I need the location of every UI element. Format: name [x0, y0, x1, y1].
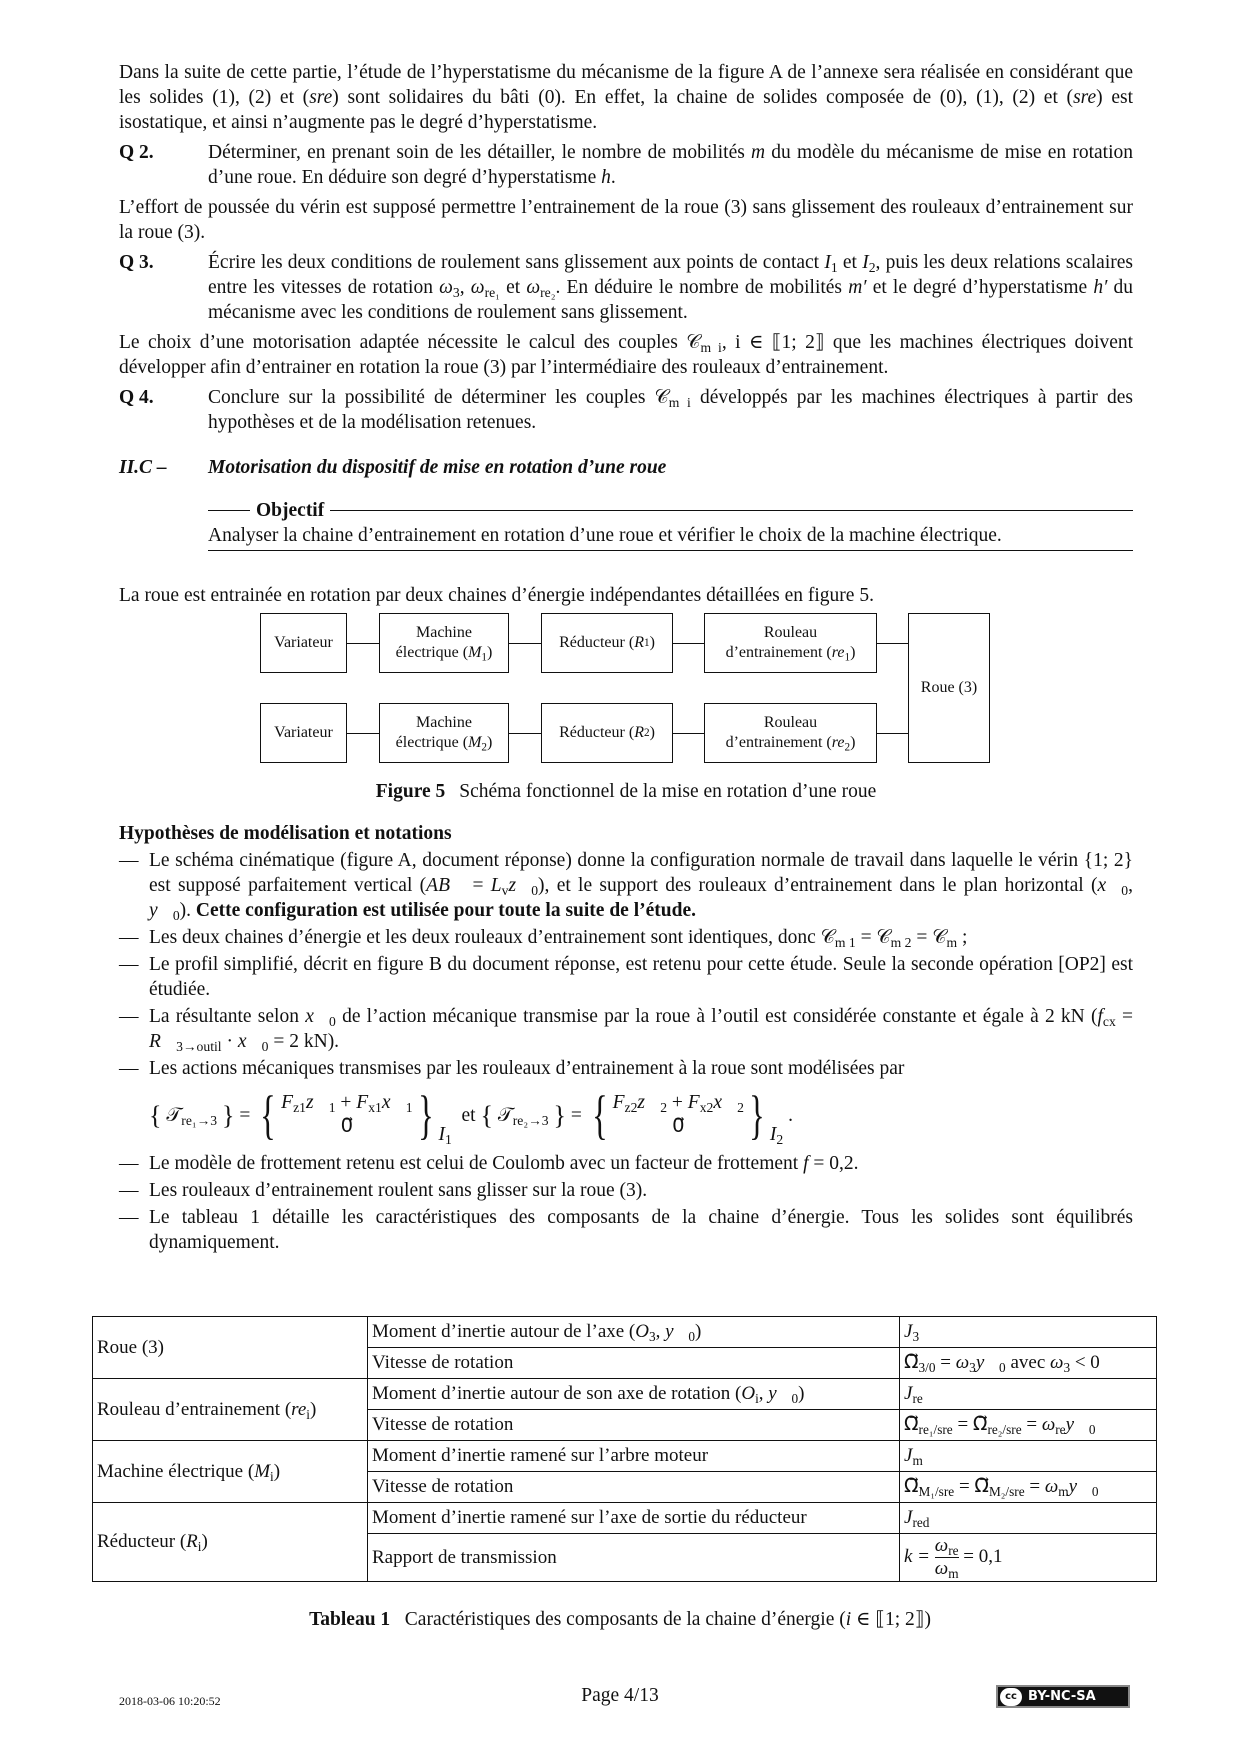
- table-label: Tableau 1: [309, 1609, 391, 1630]
- block-roue: Roue (3): [908, 613, 990, 763]
- list-item: [119, 1205, 1133, 1255]
- hypotheses-list: [119, 848, 1133, 1081]
- list-item-text: La résultante selon $x⃗_0$ de l’action mécanique transmise par la roue à l’outil est considérée constante et égale à 2 kN ($f_{cx}$ = $R⃗_{3\to outil}$ · $x⃗_0 = 2$ kN).: [149, 1006, 1133, 1055]
- list-item: [119, 848, 1133, 923]
- block-reducteur-1: Réducteur ( R 1 ): [541, 613, 673, 673]
- torsor-1-name: 𝒯$_{re_1\to 3}$: [166, 1104, 218, 1128]
- component-cell: Réducteur $(R_i)$: [93, 1503, 368, 1582]
- document-page: [119, 60, 1133, 1255]
- question-4: [119, 385, 1133, 435]
- table-row: [93, 1503, 1157, 1534]
- figure-label: Figure 5: [375, 781, 446, 802]
- block-variateur-1: Variateur: [260, 613, 347, 673]
- link: [877, 733, 908, 734]
- property-cell: Vitesse de rotation: [368, 1410, 900, 1441]
- section-heading: [119, 455, 1133, 480]
- dash-bullet: —: [119, 927, 139, 948]
- objective-title: Objectif: [256, 500, 325, 521]
- table-row: [93, 1379, 1157, 1410]
- property-cell: Moment d’inertie autour de son axe de rotation ($O_i$, $y⃗_0$): [368, 1379, 900, 1410]
- list-item-text: Le modèle de frottement retenu est celui de Coulomb avec un facteur de frottement f = 0,2.: [149, 1153, 859, 1174]
- property-cell: Moment d’inertie autour de l’axe ($O_3$, $y⃗_0$): [368, 1317, 900, 1348]
- figure-caption: [119, 779, 1133, 804]
- block-rouleau-2: Rouleau d’entrainement $(re_2)$: [704, 703, 877, 763]
- page-number: Page 4/13: [581, 1685, 659, 1706]
- component-cell: Roue (3): [93, 1317, 368, 1379]
- objective-box: [208, 498, 1133, 551]
- dash-bullet: —: [119, 1207, 139, 1228]
- question-label: Q 3.: [119, 252, 154, 273]
- value-cell: [900, 1534, 1157, 1582]
- value-cell: $\Omega⃗_{M_1/sre}$ = $\Omega⃗_{M_2/sre}$ = $\omega_my⃗_0$: [900, 1472, 1157, 1503]
- dash-bullet: —: [119, 954, 139, 975]
- list-item-text: Les actions mécaniques transmises par les rouleaux d’entrainement à la roue sont modélisées par: [149, 1058, 905, 1079]
- link: [877, 643, 908, 644]
- component-cell: Rouleau d’entrainement $(re_i)$: [93, 1379, 368, 1441]
- torsor-1-resultant: $F_{z1}z⃗_1$ + $F_{x1}x⃗_1$: [281, 1092, 413, 1116]
- figure-5-diagram: [119, 613, 1133, 765]
- value-cell: $\Omega⃗_{re_1/sre}$ = $\Omega⃗_{re_2/sre}$ = $\omega_{re}y⃗_0$: [900, 1410, 1157, 1441]
- list-item-text: Les rouleaux d’entrainement roulent sans glisser sur la roue (3).: [149, 1180, 648, 1201]
- torsor-equation: { 𝒯$_{re_1\to 3}$ } = { $F_{z1}z⃗_1$ + $F_{x1}x⃗_1$ 0⃗ } $I_1$ et { 𝒯$_{re_2\to 3}$ } = { $F_{z2}z⃗_2$ + $F_{x2}x⃗_2$ 0⃗ } $I_2$ .: [149, 1085, 793, 1148]
- value-cell: $J_{re}$: [900, 1379, 1157, 1410]
- list-item-text: Le profil simplifié, décrit en figure B du document réponse, est retenu pour cette étude. Seule la seconde opération [OP2] est étudiée.: [149, 954, 1133, 1000]
- paragraph: Le choix d’une motorisation adaptée nécessite le calcul des couples 𝒞$_{m i}$, i ∈ ⟦1; 2⟧ que les machines électriques doivent développer afin d’entrainer en rotation la roue (3) par l’intermédiaire des rouleaux d’entrainement.: [119, 332, 1134, 378]
- dash-bullet: —: [119, 1180, 139, 1201]
- torsor-2-point: $I_2$: [769, 1124, 784, 1148]
- list-item: [119, 1178, 1133, 1203]
- property-cell: Moment d’inertie ramené sur l’arbre moteur: [368, 1441, 900, 1472]
- torsor-2-moment: 0⃗: [672, 1116, 685, 1137]
- table-caption: [0, 1607, 1240, 1632]
- block-machine-2: Machine électrique $(M_2)$: [379, 703, 509, 763]
- rule: [208, 510, 250, 511]
- rule: [330, 510, 1133, 511]
- ratio-value: = 0,1: [963, 1545, 1003, 1567]
- dash-bullet: —: [119, 1058, 139, 1079]
- list-item-text: Le schéma cinématique (figure A, document réponse) donne la configuration normale de travail dans laquelle le vérin {1; 2} est supposé parfaitement vertical (AB⃗ = $L_vz⃗_0$), et le support des rouleaux d’entrainement dans le plan horizontal ($x⃗_0$, $y⃗_0$). Cette configuration est utilisée pour toute la suite de l’étude.: [149, 850, 1133, 924]
- value-cell: $J_{red}$: [900, 1503, 1157, 1534]
- block-rouleau-1: Rouleau d’entrainement $(re_1)$: [704, 613, 877, 673]
- list-item-text: Les deux chaines d’énergie et les deux rouleaux d’entrainement sont identiques, donc 𝒞$_{m 1}$ = 𝒞$_{m 2}$ = 𝒞$_m$ ;: [149, 927, 968, 951]
- link: [347, 733, 379, 734]
- value-cell: $J_3$: [900, 1317, 1157, 1348]
- link: [673, 643, 704, 644]
- property-cell: Vitesse de rotation: [368, 1472, 900, 1503]
- list-item: [119, 1056, 1133, 1081]
- link: [509, 643, 541, 644]
- hypotheses-list-continued: [119, 1151, 1133, 1255]
- question-text: Conclure sur la possibilité de déterminer les couples 𝒞$_{m i}$ développés par les machines électriques à partir des hypothèses et de la modélisation retenues.: [208, 387, 1134, 433]
- list-item: [119, 952, 1133, 1002]
- table-row: [93, 1317, 1157, 1348]
- torsor-2-resultant: $F_{z2}z⃗_2$ + $F_{x2}x⃗_2$: [612, 1092, 744, 1116]
- cc-license-badge: [996, 1685, 1130, 1708]
- value-cell: $J_m$: [900, 1441, 1157, 1472]
- value-cell: $\Omega⃗_{3/0}$ = $\omega_3y⃗_0$ avec $\omega_3 < 0$: [900, 1348, 1157, 1379]
- question-2: [119, 140, 1133, 190]
- objective-text: Analyser la chaine d’entrainement en rotation d’une roue et vérifier le choix de la machine électrique.: [208, 523, 1133, 551]
- section-number: II.C –: [119, 457, 167, 478]
- table-row: [93, 1441, 1157, 1472]
- question-label: Q 4.: [119, 387, 154, 408]
- paragraph: La roue est entrainée en rotation par deux chaines d’énergie indépendantes détaillées en figure 5.: [119, 585, 874, 606]
- dash-bullet: —: [119, 1153, 139, 1174]
- figure-caption-text: Schéma fonctionnel de la mise en rotation d’une roue: [459, 781, 877, 802]
- table-caption-text: Caractéristiques des composants de la chaine d’énergie (i ∈ ⟦1; 2⟧): [404, 1609, 931, 1630]
- ratio-fraction: $\frac{\omega_{re}}{\omega_m}$: [934, 1535, 959, 1581]
- cc-icon: cc: [1000, 1688, 1022, 1706]
- torsor-2-name: 𝒯$_{re_2\to 3}$: [497, 1104, 549, 1128]
- property-cell: Moment d’inertie ramené sur l’axe de sortie du réducteur: [368, 1503, 900, 1534]
- link: [509, 733, 541, 734]
- block-reducteur-2: Réducteur ( R 2 ): [541, 703, 673, 763]
- hypotheses-title: Hypothèses de modélisation et notations: [119, 823, 452, 844]
- property-cell: Rapport de transmission: [368, 1534, 900, 1582]
- list-item: [119, 1151, 1133, 1176]
- components-table: [92, 1316, 1157, 1582]
- question-label: Q 2.: [119, 142, 154, 163]
- list-item: [119, 925, 1133, 950]
- block-machine-1: Machine électrique $(M_1)$: [379, 613, 509, 673]
- block-variateur-2: Variateur: [260, 703, 347, 763]
- question-3: [119, 250, 1133, 325]
- license-text: BY-NC-SA: [1028, 1689, 1096, 1704]
- component-cell: Machine électrique $(M_i)$: [93, 1441, 368, 1503]
- paragraph: L’effort de poussée du vérin est supposé permettre l’entrainement de la roue (3) sans glissement des rouleaux d’entrainement sur la roue (3).: [119, 197, 1133, 243]
- question-text: Écrire les deux conditions de roulement sans glissement aux points de contact $I_1$ et $I_2$, puis les deux relations scalaires entre les vitesses de rotation $\omega_3$, $\omega_{re_1}$ et $\omega_{re_2}$. En déduire le nombre de mobilités m′ et le degré d’hyperstatisme h′ du mécanisme avec les conditions de roulement sans glissement.: [208, 252, 1133, 323]
- torsor-1-point: $I_1$: [438, 1124, 452, 1148]
- paragraph: Dans la suite de cette partie, l’étude de l’hyperstatisme du mécanisme de la figure A de l’annexe sera réalisée en considérant que les solides (1), (2) et (sre) sont solidaires du bâti (0). En effet, la chaine de solides composée de (0), (1), (2) et (sre) est isostatique, et ainsi n’augmente pas le degré d’hyperstatisme.: [119, 62, 1134, 133]
- link: [347, 643, 379, 644]
- section-title: Motorisation du dispositif de mise en rotation d’une roue: [208, 457, 667, 478]
- link: [673, 733, 704, 734]
- k-symbol: k =: [904, 1545, 931, 1567]
- list-item-text: Le tableau 1 détaille les caractéristiques des composants de la chaine d’énergie. Tous les solides sont équilibrés dynamiquement.: [149, 1207, 1133, 1253]
- et-text: et: [461, 1104, 476, 1126]
- timestamp: 2018-03-06 10:20:52: [119, 1694, 221, 1708]
- dash-bullet: —: [119, 1006, 139, 1027]
- dash-bullet: —: [119, 850, 139, 871]
- question-text: Déterminer, en prenant soin de les détailler, le nombre de mobilités m du modèle du mécanisme de mise en rotation d’une roue. En déduire son degré d’hyperstatisme h.: [208, 142, 1133, 188]
- torsor-1-moment: 0⃗: [340, 1116, 354, 1137]
- property-cell: Vitesse de rotation: [368, 1348, 900, 1379]
- list-item: [119, 1004, 1133, 1054]
